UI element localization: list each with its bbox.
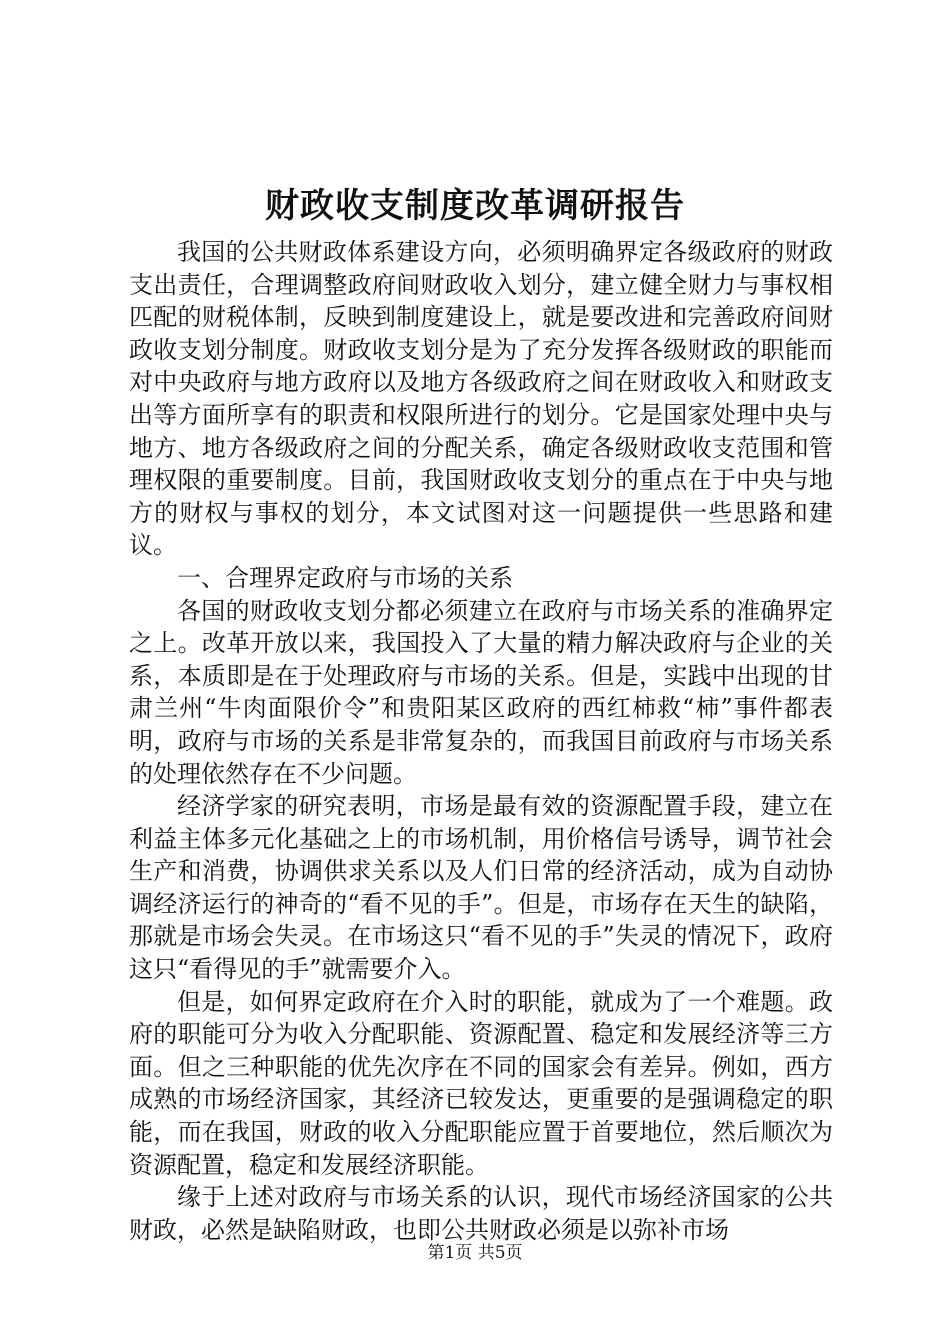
document-body (129, 236, 833, 1246)
paragraph-government-market: 各国的财政收支划分都必须建立在政府与市场关系的准确界定之上。改革开放以来，我国投入了大量的精力解决政府与企业的关系，本质即是在于处理政府与市场的关系。但是，实践中出现的甘肃兰州“牛肉面限价令”和贵阳某区政府的西红柿救“柿”事件都表明，政府与市场的关系是非常复杂的，而我国目前政府与市场关系的处理依然存在不少问题。 (129, 596, 833, 788)
paragraph-economists: 经济学家的研究表明，市场是最有效的资源配置手段，建立在利益主体多元化基础之上的市场机制，用价格信号诱导，调节社会生产和消费，协调供求关系以及人们日常的经济活动，成为自动协调经济运行的神奇的“看不见的手”。但是，市场存在天生的缺陷，那就是市场会失灵。在市场这只“看不见的手”失灵的情况下，政府这只“看得见的手”就需要介入。 (129, 792, 833, 984)
paragraph-government-functions: 但是，如何界定政府在介入时的职能，就成为了一个难题。政府的职能可分为收入分配职能、资源配置、稳定和发展经济等三方面。但之三种职能的优先次序在不同的国家会有差异。例如，西方成熟的市场经济国家，其经济已较发达，更重要的是强调稳定的职能，而在我国，财政的收入分配职能应置于首要地位，然后顺次为资源配置，稳定和发展经济职能。 (129, 987, 833, 1179)
section-heading-1: 一、合理界定政府与市场的关系 (177, 563, 513, 592)
paragraph-public-finance: 缘于上述对政府与市场关系的认识，现代市场经济国家的公共财政，必然是缺陷财政，也即公共财政必须是以弥补市场 (129, 1183, 833, 1244)
paragraph-intro: 我国的公共财政体系建设方向，必须明确界定各级政府的财政支出责任，合理调整政府间财政收入划分，建立健全财力与事权相匹配的财税体制，反映到制度建设上，就是要改进和完善政府间财政收支划分制度。财政收支划分是为了充分发挥各级财政的职能而对中央政府与地方政府以及地方各级政府之间在财政收入和财政支出等方面所享有的职责和权限所进行的划分。它是国家处理中央与地方、地方各级政府之间的分配关系，确定各级财政收支范围和管理权限的重要制度。目前，我国财政收支划分的重点在于中央与地方的财权与事权的划分，本文试图对这一问题提供一些思路和建议。 (129, 238, 833, 560)
document-title: 财政收支制度改革调研报告 (265, 186, 685, 226)
page-number-footer: 第1页 共5页 (427, 1243, 523, 1263)
